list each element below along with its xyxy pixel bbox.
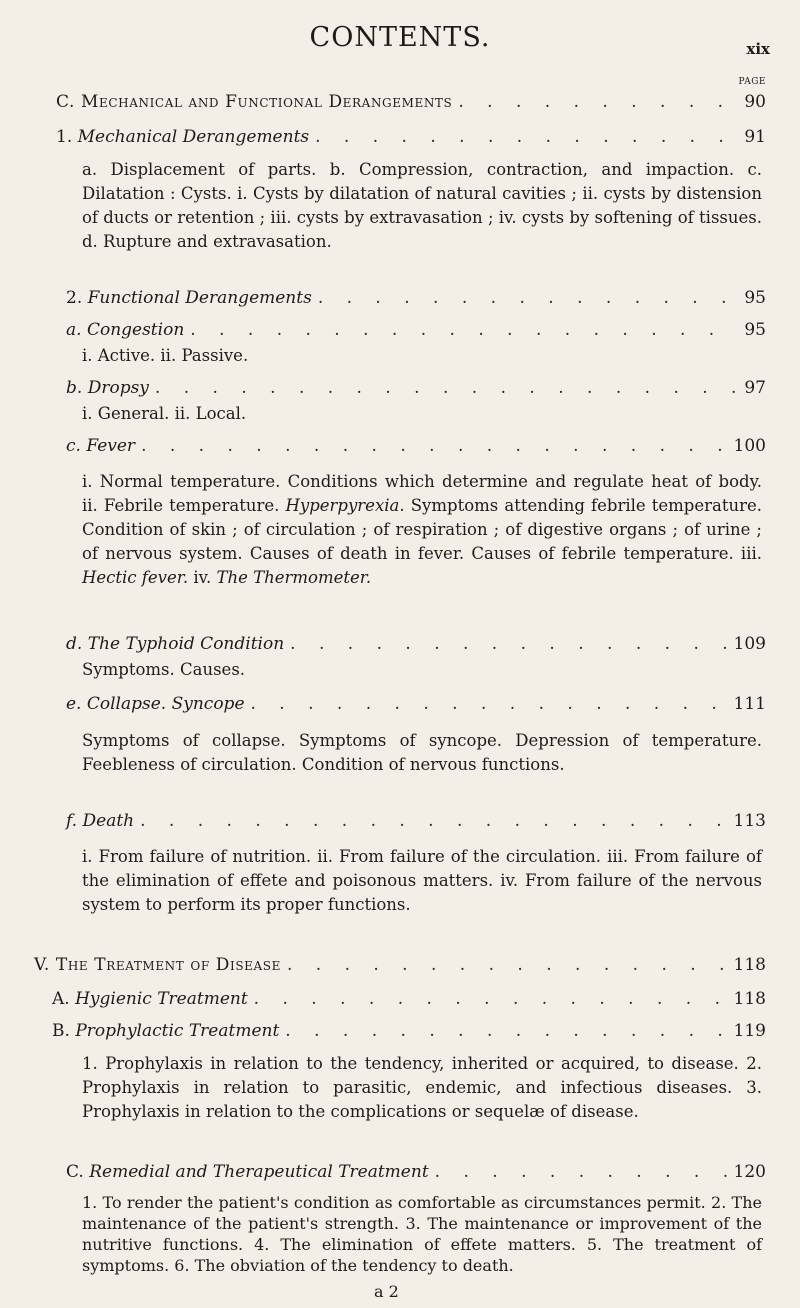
- dot-leader: [315, 127, 738, 147]
- toc-entry-label: Prophylactic Treatment: [75, 1021, 280, 1041]
- toc-entry-number: 2.: [66, 288, 83, 308]
- toc-description-death: i. From failure of nutrition. ii. From failure of the circulation. iii. From failure of the elimination of effete and poisonous matters. iv. From failure of the nervous system to perform its proper functions.: [82, 847, 762, 914]
- toc-entry-remedial[interactable]: [66, 1162, 766, 1182]
- toc-entry-label: Functional Derangements: [87, 288, 312, 308]
- toc-entry-label: The Typhoid Condition: [87, 634, 285, 654]
- toc-description-italic: Hectic fever.: [82, 568, 189, 587]
- running-title: CONTENTS.: [309, 22, 491, 53]
- signature-mark: a 2: [374, 1282, 399, 1301]
- toc-entry-mechanical[interactable]: [56, 127, 766, 147]
- toc-entry-letter: e.: [66, 694, 82, 714]
- toc-entry-letter: f.: [66, 811, 78, 831]
- dot-leader: [251, 694, 728, 714]
- toc-entry-label: Death: [82, 811, 135, 831]
- toc-entry-letter: A.: [52, 989, 70, 1009]
- toc-entry-page: 113: [733, 811, 766, 831]
- toc-description-remedial: 1. To render the patient's condition as comfortable as circumstances permit. 2. The maintenance of the patient's strength. 3. The maintenance or improvement of the nutritive functions. 4. The elimination of effete matters. 5. The treatment of symptoms. 6. The obviation of the tendency to death.: [82, 1193, 762, 1275]
- dot-leader: [318, 288, 739, 308]
- page-number: xix: [746, 40, 770, 58]
- dot-leader: [155, 378, 738, 398]
- toc-entry-page: 91: [744, 127, 766, 147]
- toc-entry-label: Fever: [86, 436, 136, 456]
- toc-entry-label: V. The Treatment of Disease: [34, 955, 281, 975]
- toc-entry-label: Remedial and Therapeutical Treatment: [89, 1162, 429, 1182]
- toc-entry-letter: C.: [66, 1162, 84, 1182]
- toc-description-congestion: i. Active. ii. Passive.: [82, 346, 249, 365]
- toc-entry-functional[interactable]: [66, 288, 766, 308]
- dot-leader: [290, 634, 727, 654]
- toc-description-collapse: Symptoms of collapse. Symptoms of syncope. Depression of temperature. Feebleness of circulation. Condition of nervous functions.: [82, 731, 762, 774]
- toc-entry-label: Hygienic Treatment: [75, 989, 248, 1009]
- toc-entry-label: Mechanical Derangements: [77, 127, 310, 147]
- toc-entry-page: 118: [733, 955, 766, 975]
- toc-entry-letter: d.: [66, 634, 83, 654]
- dot-leader: [254, 989, 728, 1009]
- toc-entry-number: 1.: [56, 127, 73, 147]
- toc-entry-label: Congestion: [86, 320, 185, 340]
- dot-leader: [435, 1162, 728, 1182]
- toc-entry-page: 118: [733, 989, 766, 1009]
- toc-entry-fever[interactable]: [66, 436, 766, 456]
- page-column-label: PAGE: [738, 77, 766, 87]
- dot-leader: [141, 436, 727, 456]
- toc-description-mechanical: a. Displacement of parts. b. Compression, contraction, and impaction. c. Dilatation : Cysts. i. Cysts by dilatation of natural cavities ; ii. cysts by distension of ducts or retention ; iii. cysts by extravasation ; iv. cysts by softening of tissues. d. Rupture and extravasation.: [82, 160, 762, 251]
- toc-description-italic: The Thermometer.: [216, 568, 372, 587]
- toc-description-typhoid: Symptoms. Causes.: [82, 660, 246, 679]
- toc-description-fever: i. Normal temperature. Conditions which determine and regulate heat of body. ii. Febrile temperature. Hyperpyrexia. Symptoms attending febrile temperature. Condition of skin ; of circulation ; of respiration ; of digestive organs ; of urine ; of nervous system. Causes of death in fever. Causes of febrile temperature. iii. Hectic fever. iv. The Thermometer.: [82, 472, 763, 587]
- toc-entry-collapse[interactable]: [66, 694, 766, 714]
- toc-entry-mechanical-functional[interactable]: [56, 92, 766, 112]
- toc-description-italic: Hyperpyrexia.: [285, 496, 405, 515]
- toc-entry-letter: b.: [66, 378, 83, 398]
- toc-entry-page: 111: [733, 694, 766, 714]
- toc-description-prophylactic: 1. Prophylaxis in relation to the tendency, inherited or acquired, to disease. 2. Prophylaxis in relation to parasitic, endemic, and infectious diseases. 3. Prophylaxis in relation to the complications or sequelæ of disease.: [82, 1054, 762, 1121]
- toc-entry-page: 109: [733, 634, 766, 654]
- toc-entry-typhoid[interactable]: [66, 634, 766, 654]
- toc-description-dropsy: i. General. ii. Local.: [82, 404, 247, 423]
- dot-leader: [287, 955, 728, 975]
- toc-entry-page: 95: [744, 320, 766, 340]
- toc-entry-label: C. Mechanical and Functional Derangements: [56, 92, 453, 112]
- toc-entry-page: 120: [733, 1162, 766, 1182]
- toc-entry-letter: a.: [66, 320, 82, 340]
- toc-entry-page: 95: [744, 288, 766, 308]
- toc-entry-page: 90: [744, 92, 766, 112]
- dot-leader: [285, 1021, 727, 1041]
- dot-leader: [140, 811, 727, 831]
- toc-entry-page: 97: [744, 378, 766, 398]
- toc-entry-treatment[interactable]: [34, 955, 766, 975]
- toc-entry-page: 100: [733, 436, 766, 456]
- toc-entry-label: Collapse. Syncope: [86, 694, 245, 714]
- toc-entry-letter: B.: [52, 1021, 70, 1041]
- toc-entry-death[interactable]: [66, 811, 766, 831]
- toc-entry-congestion[interactable]: [66, 320, 766, 340]
- toc-entry-hygienic[interactable]: [52, 989, 766, 1009]
- toc-entry-page: 119: [733, 1021, 766, 1041]
- toc-entry-letter: c.: [66, 436, 81, 456]
- dot-leader: [458, 92, 738, 112]
- toc-entry-prophylactic[interactable]: [52, 1021, 766, 1041]
- toc-entry-label: Dropsy: [87, 378, 149, 398]
- toc-entry-dropsy[interactable]: [66, 378, 766, 398]
- dot-leader: [190, 320, 738, 340]
